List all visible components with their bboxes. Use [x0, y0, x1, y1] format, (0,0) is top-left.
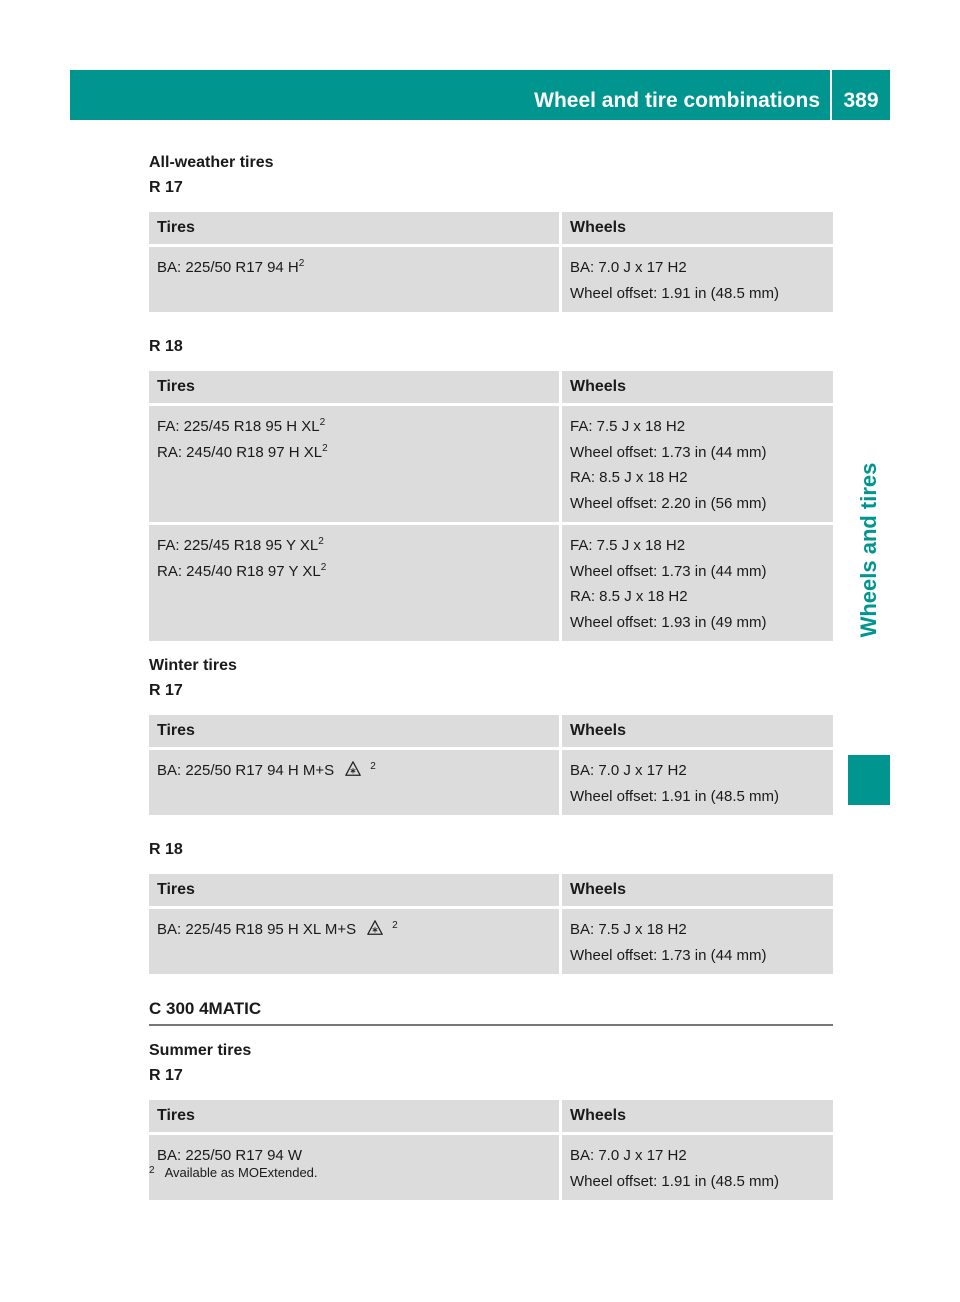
table-row — [149, 908, 833, 975]
summer-r17-label: R 17 — [149, 1067, 183, 1084]
wheels-cell: BA: 7.0 J x 17 H2 Wheel offset: 1.91 in (48.5 mm) — [561, 749, 834, 816]
winter-r18-label: R 18 — [149, 841, 183, 858]
snowflake-mountain-icon — [344, 760, 362, 778]
footnote — [149, 1165, 318, 1180]
side-tab-marker — [848, 755, 890, 805]
wheels-header: Wheels — [561, 874, 834, 908]
summer-heading: Summer tires — [149, 1042, 252, 1059]
side-tab-label: Wheels and tires — [856, 462, 881, 638]
snowflake-mountain-icon — [366, 919, 384, 937]
summer-r17-table — [149, 1100, 833, 1200]
content — [149, 150, 833, 1200]
section-title: C 300 4MATIC — [149, 996, 833, 1026]
all-weather-r17-table — [149, 212, 833, 312]
table-row — [149, 524, 833, 642]
wheels-cell: FA: 7.5 J x 18 H2 Wheel offset: 1.73 in (44 mm) RA: 8.5 J x 18 H2 Wheel offset: 2.20 in (56 mm) — [561, 405, 834, 524]
footnote-text: Available as MOExtended. — [164, 1165, 318, 1180]
wheels-header: Wheels — [561, 212, 834, 246]
all-weather-r18-label: R 18 — [149, 338, 183, 355]
tires-header: Tires — [149, 212, 561, 246]
tires-cell: BA: 225/50 R17 94 $H^2$ — [149, 246, 561, 313]
wheels-header: Wheels — [561, 715, 834, 749]
header-bar — [70, 70, 890, 120]
side-tab — [848, 120, 890, 750]
winter-heading: Winter tires — [149, 657, 237, 674]
tires-cell: FA: 225/45 R18 95 H $XL^2$ RA: 245/40 R18 97 H $XL^2$ — [149, 405, 561, 524]
wheels-cell: BA: 7.0 J x 17 H2 Wheel offset: 1.91 in (48.5 mm) — [561, 246, 834, 313]
table-row — [149, 246, 833, 313]
all-weather-r17-label: R 17 — [149, 179, 183, 196]
tires-cell: FA: 225/45 R18 95 Y $XL^2$ RA: 245/40 R18 97 Y $XL^2$ — [149, 524, 561, 642]
tires-header: Tires — [149, 1100, 561, 1134]
wheels-cell: BA: 7.0 J x 17 H2 Wheel offset: 1.91 in (48.5 mm) — [561, 1134, 834, 1201]
page-number: 389 — [843, 89, 879, 112]
wheels-header: Wheels — [561, 1100, 834, 1134]
wheels-cell: FA: 7.5 J x 18 H2 Wheel offset: 1.73 in (44 mm) RA: 8.5 J x 18 H2 Wheel offset: 1.93 in (49 mm) — [561, 524, 834, 642]
wheels-header: Wheels — [561, 371, 834, 405]
tires-cell: BA: 225/50 R17 94 W — [149, 1134, 561, 1201]
table-row — [149, 749, 833, 816]
winter-r17-table — [149, 715, 833, 815]
tires-header: Tires — [149, 371, 561, 405]
tires-cell: BA: 225/50 R17 94 H M+S $^2$ — [149, 749, 561, 816]
winter-r17-label: R 17 — [149, 682, 183, 699]
tires-header: Tires — [149, 874, 561, 908]
page-title: Wheel and tire combinations — [534, 89, 820, 112]
all-weather-r18-table — [149, 371, 833, 641]
all-weather-heading: All-weather tires — [149, 154, 274, 171]
tires-header: Tires — [149, 715, 561, 749]
table-row — [149, 405, 833, 524]
wheels-cell: BA: 7.5 J x 18 H2 Wheel offset: 1.73 in (44 mm) — [561, 908, 834, 975]
winter-r18-table — [149, 874, 833, 974]
footnote-number: 2 — [149, 1165, 155, 1176]
tires-cell: BA: 225/45 R18 95 H XL M+S $^2$ — [149, 908, 561, 975]
